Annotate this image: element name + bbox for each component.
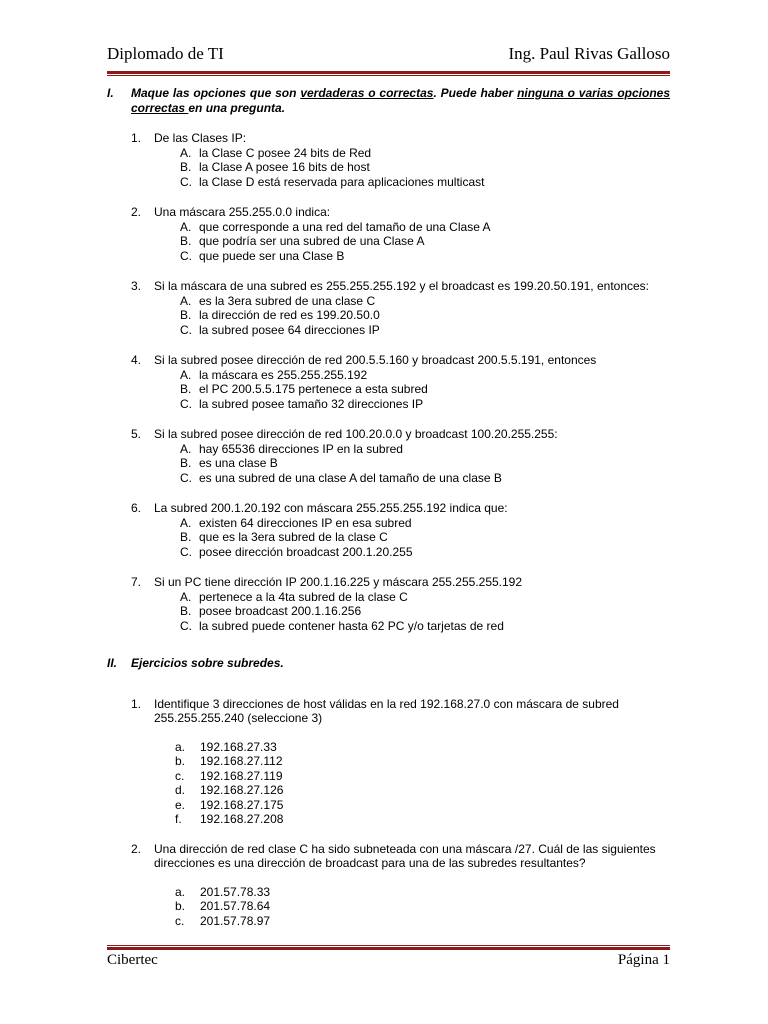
question-text: Si la máscara de una subred es 255.255.255.192 y el broadcast es 199.20.50.191, entonces: bbox=[154, 279, 650, 293]
option-letter: B. bbox=[180, 160, 192, 174]
option-letter: B. bbox=[180, 456, 192, 470]
footer-institution: Cibertec bbox=[107, 952, 158, 968]
option-item bbox=[107, 769, 670, 784]
option-letter: c. bbox=[175, 913, 185, 928]
option-text: la dirección de red es 199.20.50.0 bbox=[199, 308, 380, 322]
option-text: posee broadcast 200.1.16.256 bbox=[199, 604, 362, 618]
option-letter: b. bbox=[175, 754, 186, 768]
question-5-options bbox=[107, 442, 670, 486]
option-item bbox=[107, 885, 670, 900]
question-number: 5. bbox=[131, 427, 142, 441]
question-text: De las Clases IP: bbox=[154, 131, 247, 145]
option-letter: c. bbox=[175, 768, 185, 783]
option-item bbox=[107, 516, 670, 531]
option-letter: a. bbox=[175, 739, 186, 754]
question-6-options bbox=[107, 516, 670, 560]
question-7 bbox=[107, 575, 670, 590]
option-letter: B. bbox=[180, 530, 192, 544]
option-letter: C. bbox=[180, 248, 192, 263]
question-3 bbox=[107, 279, 670, 294]
question-text: Si un PC tiene dirección IP 200.1.16.225 y máscara 255.255.255.192 bbox=[154, 575, 523, 589]
option-letter: B. bbox=[180, 604, 192, 618]
header-instructor: Ing. Paul Rivas Galloso bbox=[508, 44, 670, 63]
option-text: 192.168.27.33 bbox=[200, 739, 277, 754]
option-item bbox=[107, 397, 670, 412]
question-2-options bbox=[107, 220, 670, 264]
section-1-text-2: . Puede haber bbox=[433, 86, 518, 100]
option-letter: A. bbox=[180, 589, 192, 604]
question-4-options bbox=[107, 368, 670, 412]
footer-rule bbox=[107, 947, 670, 950]
option-text: la Clase A posee 16 bits de host bbox=[199, 160, 370, 174]
option-text: pertenece a la 4ta subred de la clase C bbox=[199, 589, 408, 604]
question-2 bbox=[107, 205, 670, 220]
section-1-underlined-1: verdaderas o correctas bbox=[300, 86, 434, 100]
section-1-title bbox=[107, 86, 670, 115]
option-item bbox=[107, 798, 670, 813]
option-letter: A. bbox=[180, 367, 192, 382]
option-text: 192.168.27.208 bbox=[200, 812, 284, 826]
question-1 bbox=[107, 131, 670, 146]
option-letter: C. bbox=[180, 618, 192, 633]
option-letter: B. bbox=[180, 234, 192, 248]
section-1-numeral: I. bbox=[107, 86, 114, 100]
option-item bbox=[107, 294, 670, 309]
question-3-options bbox=[107, 294, 670, 338]
question-text: Si la subred posee dirección de red 100.20.0.0 y broadcast 100.20.255.255: bbox=[154, 427, 558, 441]
question-5 bbox=[107, 427, 670, 442]
option-item bbox=[107, 783, 670, 798]
option-item bbox=[107, 368, 670, 383]
option-item bbox=[107, 530, 670, 545]
option-text: 192.168.27.119 bbox=[200, 768, 283, 783]
question-number: 2. bbox=[131, 205, 142, 219]
document-body bbox=[107, 86, 670, 928]
question-text: Una máscara 255.255.0.0 indica: bbox=[154, 205, 331, 219]
option-item bbox=[107, 545, 670, 560]
question-number: 1. bbox=[131, 131, 142, 145]
option-letter: f. bbox=[175, 812, 182, 826]
page-footer bbox=[107, 952, 670, 974]
option-letter: d. bbox=[175, 783, 186, 797]
option-item bbox=[107, 308, 670, 323]
section-2-text: Ejercicios sobre subredes. bbox=[131, 656, 284, 670]
option-letter: C. bbox=[180, 322, 192, 337]
option-letter: a. bbox=[175, 884, 186, 899]
section-1-underlined-2: ninguna o varias opciones correctas bbox=[131, 86, 670, 115]
option-letter: C. bbox=[180, 544, 192, 559]
question-text: Identifique 3 direcciones de host válidas en la red 192.168.27.0 con máscara de subred 255.255.255.240 (seleccione 3) bbox=[154, 696, 619, 725]
option-item bbox=[107, 604, 670, 619]
option-letter: C. bbox=[180, 470, 192, 485]
question-4 bbox=[107, 353, 670, 368]
option-text: 192.168.27.112 bbox=[200, 754, 283, 768]
footer-page-number: Página 1 bbox=[617, 952, 670, 968]
option-letter: A. bbox=[180, 219, 192, 234]
option-letter: B. bbox=[180, 308, 192, 322]
option-text: 201.57.78.64 bbox=[200, 899, 271, 913]
option-text: que puede ser una Clase B bbox=[199, 248, 345, 263]
option-text: que corresponde a una red del tamaño de una Clase A bbox=[199, 219, 491, 234]
footer-rule-thin bbox=[107, 945, 670, 946]
option-text: que es la 3era subred de la clase C bbox=[199, 530, 388, 544]
option-text: la subred posee 64 direcciones IP bbox=[199, 322, 380, 337]
option-letter: A. bbox=[180, 145, 192, 160]
option-item bbox=[107, 249, 670, 264]
option-text: es una clase B bbox=[199, 456, 278, 470]
option-item bbox=[107, 590, 670, 605]
option-item bbox=[107, 456, 670, 471]
option-letter: C. bbox=[180, 174, 192, 189]
header-rule-thin bbox=[107, 75, 670, 76]
question-7-options bbox=[107, 590, 670, 634]
question-number: 4. bbox=[131, 353, 142, 367]
option-text: que podría ser una subred de una Clase A bbox=[199, 234, 425, 248]
exercise-1-options bbox=[107, 740, 670, 827]
exercise-2 bbox=[107, 842, 670, 871]
option-letter: A. bbox=[180, 515, 192, 530]
option-letter: A. bbox=[180, 441, 192, 456]
option-item bbox=[107, 160, 670, 175]
exercise-2-options bbox=[107, 885, 670, 929]
question-number: 7. bbox=[131, 575, 142, 589]
option-text: la Clase D está reservada para aplicaciones multicast bbox=[199, 174, 485, 189]
option-item bbox=[107, 812, 670, 827]
option-item bbox=[107, 619, 670, 634]
option-item bbox=[107, 175, 670, 190]
option-text: hay 65536 direcciones IP en la subred bbox=[199, 441, 403, 456]
question-text: Si la subred posee dirección de red 200.5.5.160 y broadcast 200.5.5.191, entonces bbox=[154, 353, 597, 367]
exercise-1 bbox=[107, 697, 670, 726]
option-letter: A. bbox=[180, 293, 192, 308]
header-rule bbox=[107, 71, 670, 74]
option-text: es la 3era subred de una clase C bbox=[199, 293, 376, 308]
option-letter: b. bbox=[175, 899, 186, 913]
option-text: es una subred de una clase A del tamaño de una clase B bbox=[199, 470, 502, 485]
option-item bbox=[107, 914, 670, 929]
option-text: 201.57.78.33 bbox=[200, 884, 271, 899]
option-item bbox=[107, 471, 670, 486]
option-text: la subred posee tamaño 32 direcciones IP bbox=[199, 396, 424, 411]
option-item bbox=[107, 220, 670, 235]
section-2-title bbox=[107, 656, 670, 671]
option-text: el PC 200.5.5.175 pertenece a esta subred bbox=[199, 382, 428, 396]
header-course-title: Diplomado de TI bbox=[107, 44, 224, 63]
option-text: 201.57.78.97 bbox=[200, 913, 271, 928]
option-text: 192.168.27.175 bbox=[200, 797, 284, 812]
page-header bbox=[107, 44, 670, 68]
option-text: existen 64 direcciones IP en esa subred bbox=[199, 515, 412, 530]
option-letter: e. bbox=[175, 797, 186, 812]
option-letter: B. bbox=[180, 382, 192, 396]
section-2-numeral: II. bbox=[107, 656, 118, 670]
question-text: Una dirección de red clase C ha sido subneteada con una máscara /27. Cuál de las siguientes direcciones es una dirección de broadcast para una de las subredes resultantes? bbox=[154, 841, 656, 870]
option-text: posee dirección broadcast 200.1.20.255 bbox=[199, 544, 413, 559]
option-item bbox=[107, 382, 670, 397]
question-6 bbox=[107, 501, 670, 516]
question-1-options bbox=[107, 146, 670, 190]
option-text: la Clase C posee 24 bits de Red bbox=[199, 145, 372, 160]
option-letter: C. bbox=[180, 396, 192, 411]
option-item bbox=[107, 754, 670, 769]
option-item bbox=[107, 234, 670, 249]
option-item bbox=[107, 323, 670, 338]
question-number: 2. bbox=[131, 841, 142, 856]
question-text: La subred 200.1.20.192 con máscara 255.255.255.192 indica que: bbox=[154, 501, 508, 515]
option-text: la máscara es 255.255.255.192 bbox=[199, 367, 368, 382]
option-text: 192.168.27.126 bbox=[200, 783, 284, 797]
option-text: la subred puede contener hasta 62 PC y/o tarjetas de red bbox=[199, 618, 504, 633]
option-item bbox=[107, 146, 670, 161]
question-number: 3. bbox=[131, 279, 142, 293]
section-1-text-1: Maque las opciones que son bbox=[131, 86, 301, 100]
option-item bbox=[107, 740, 670, 755]
option-item bbox=[107, 442, 670, 457]
question-number: 6. bbox=[131, 501, 142, 515]
question-number: 1. bbox=[131, 696, 142, 711]
section-1-text-3: en una pregunta. bbox=[188, 100, 286, 115]
option-item bbox=[107, 899, 670, 914]
